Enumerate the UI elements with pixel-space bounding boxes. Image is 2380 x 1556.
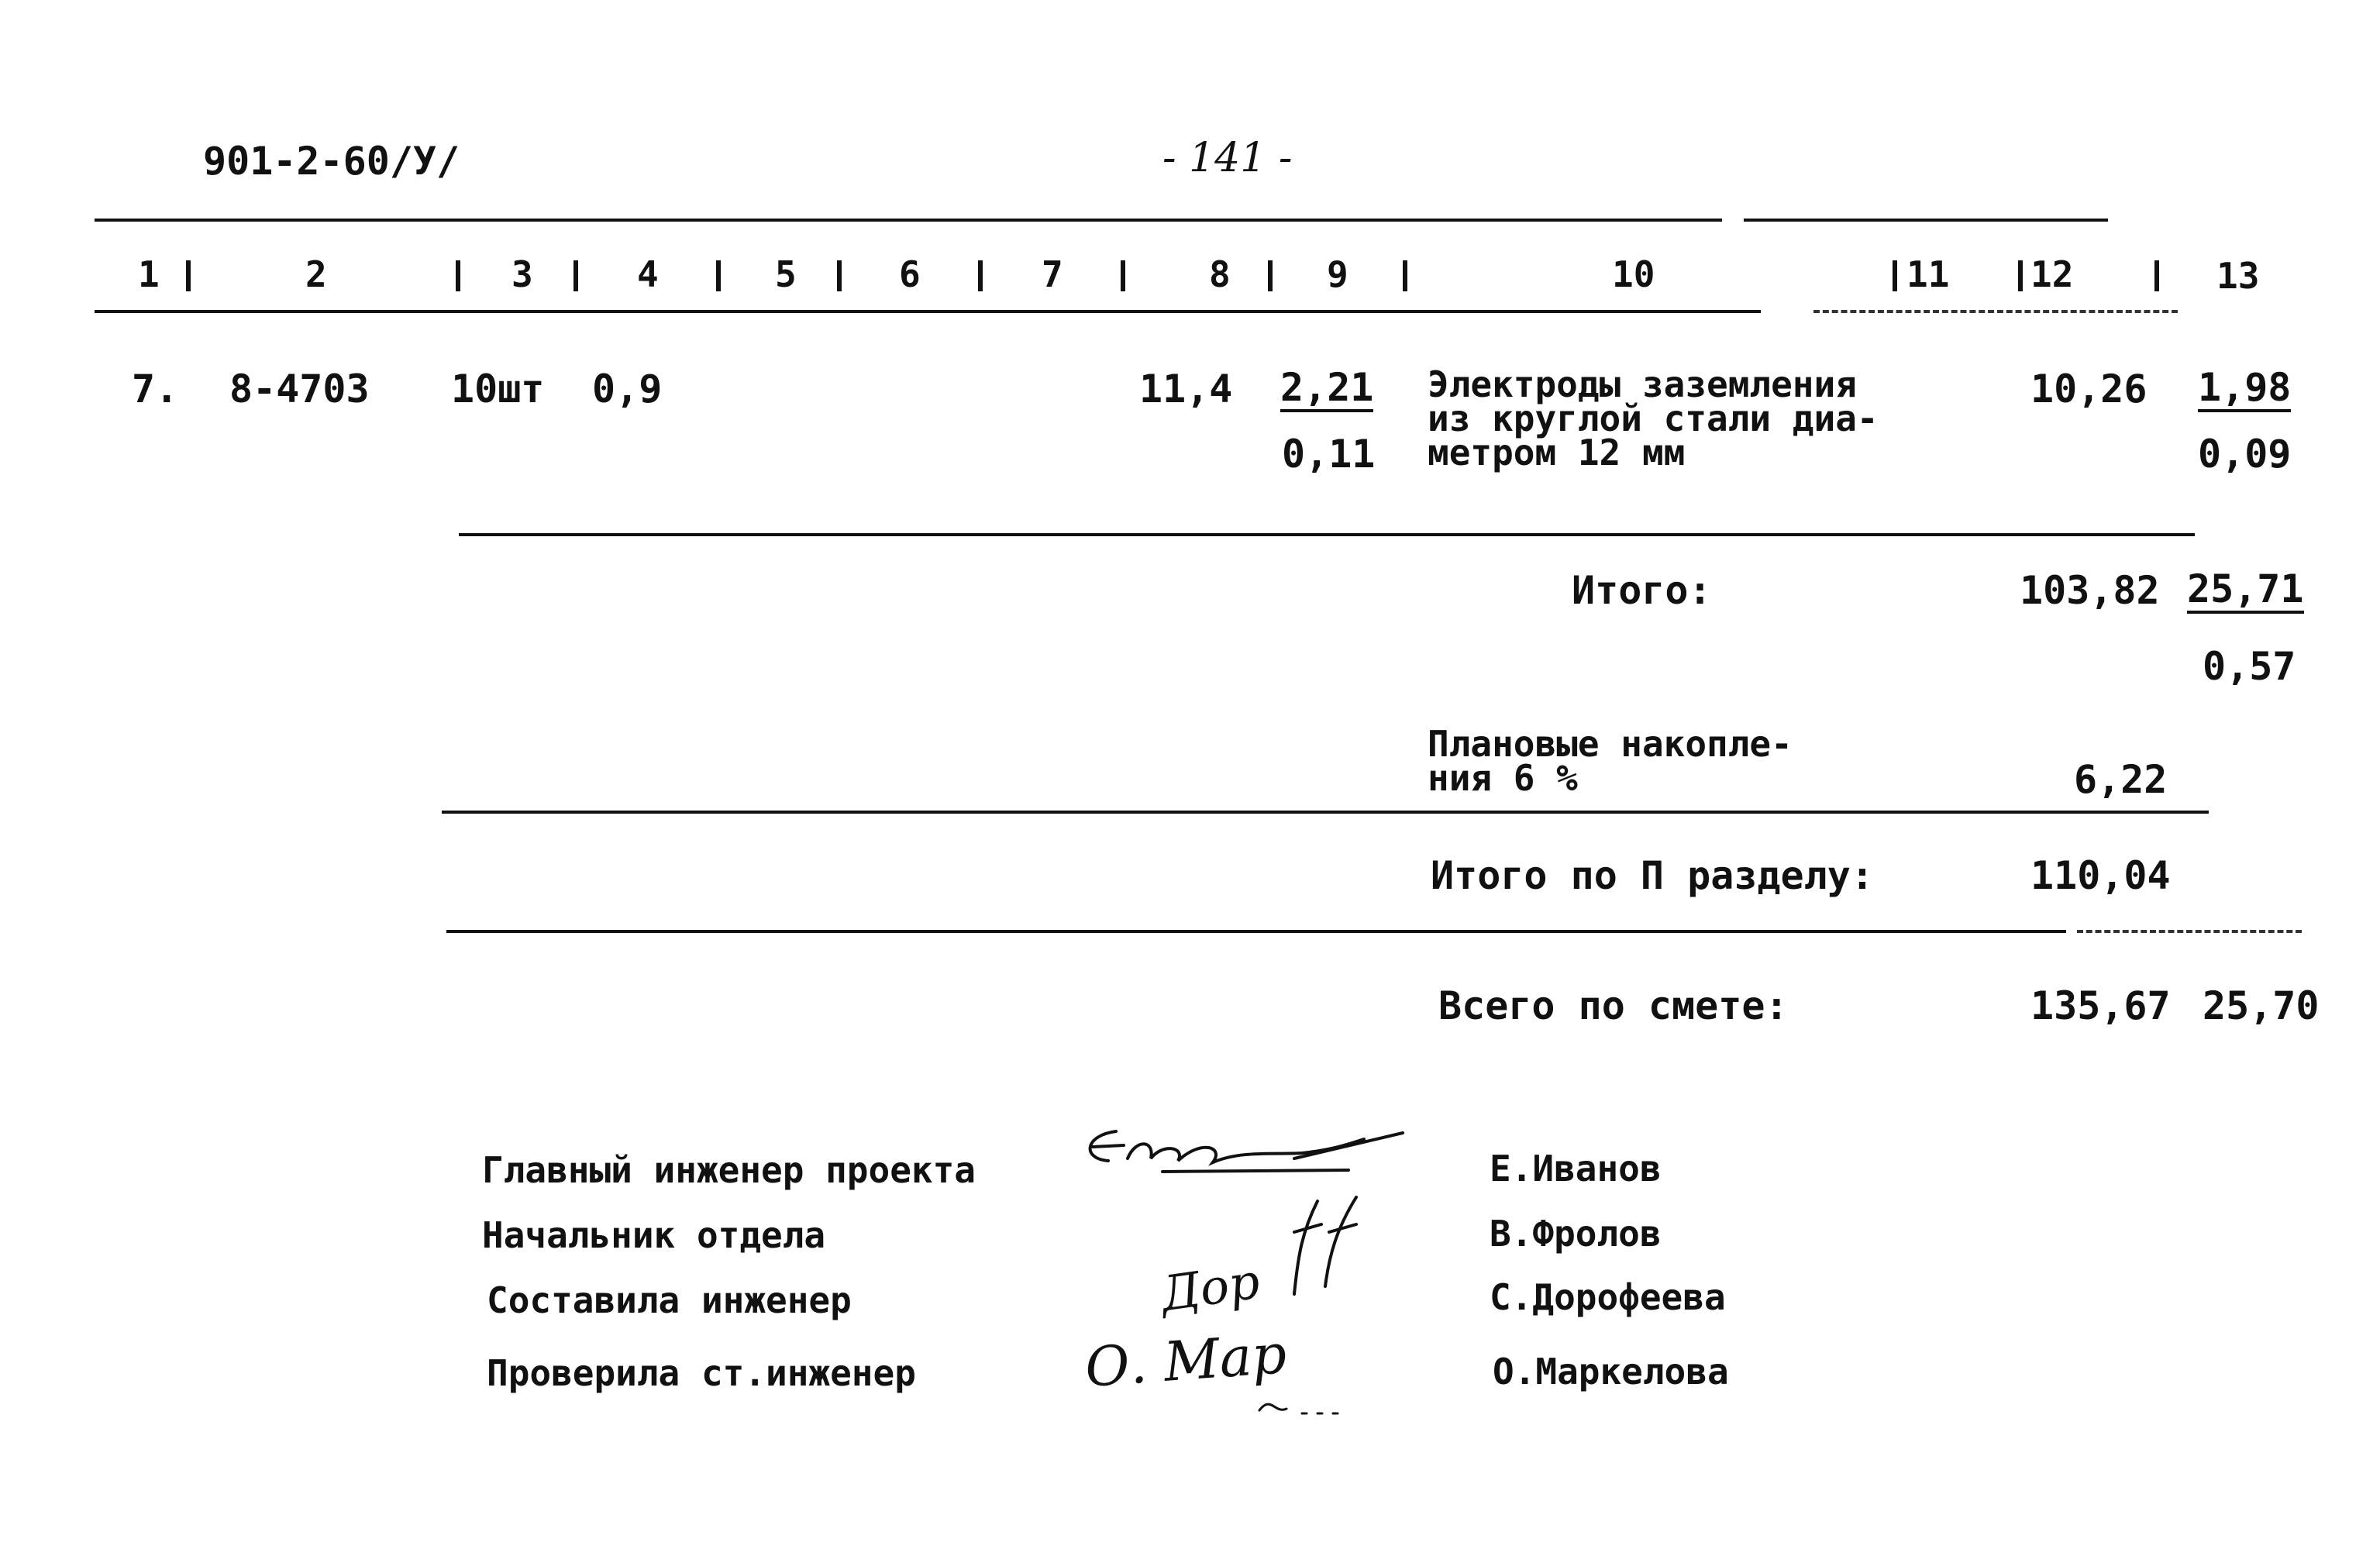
col-sep (1121, 260, 1125, 291)
col-sep (573, 260, 578, 291)
col-sep (186, 260, 191, 291)
description-line-3: метром 12 мм (1428, 432, 1686, 473)
col-sep (1268, 260, 1273, 291)
col-num-3: 3 (511, 253, 533, 295)
signature-role: Главный инженер проекта (482, 1149, 976, 1191)
item-code: 8-4703 (229, 367, 370, 411)
col12-value: 10,26 (2030, 367, 2148, 411)
col-num-11: 11 (1906, 253, 1950, 295)
col-num-10: 10 (1612, 253, 1655, 295)
col-num-6: 6 (899, 253, 921, 295)
col8-value: 11,4 (1139, 367, 1233, 411)
section-rule (446, 930, 2066, 933)
col-sep (978, 260, 983, 291)
page-number: - 141 - (1162, 135, 1293, 181)
signature-name: С.Дорофеева (1490, 1276, 1726, 1318)
signature-name: О.Маркелова (1493, 1351, 1729, 1392)
col13-top-value: 1,98 (2198, 367, 2291, 412)
itogo-col13-top: 25,71 (2187, 569, 2304, 614)
col-sep (456, 260, 460, 291)
col-sep (1893, 260, 1897, 291)
itogo-col13-bottom: 0,57 (2203, 644, 2296, 689)
signature-name: Е.Иванов (1490, 1148, 1662, 1189)
grand-total-col13: 25,70 (2203, 983, 2320, 1028)
col-sep (1403, 260, 1407, 291)
itogo-col12: 103,82 (2020, 568, 2160, 613)
signature-ivanov-scribble (1069, 1116, 1457, 1193)
col4-value: 0,9 (592, 367, 663, 411)
header-rule (95, 310, 1761, 313)
col13-bottom-value: 0,09 (2198, 432, 2292, 477)
col9-top-value: 2,21 (1280, 367, 1373, 412)
quantity: 10шт (451, 367, 545, 411)
col-num-4: 4 (637, 253, 659, 295)
signature-name: В.Фролов (1490, 1213, 1662, 1255)
row-number: 7. (132, 367, 179, 411)
planned-col12: 6,22 (2074, 757, 2168, 802)
col-num-7: 7 (1042, 253, 1063, 295)
signature-dorofeeva-scribble: Дор (1157, 1252, 1263, 1323)
col-num-5: 5 (775, 253, 797, 295)
row-rule (459, 533, 2195, 536)
top-rule (95, 219, 1722, 222)
planned-label-line-1: Плановые накопле- (1428, 723, 1793, 765)
description-line-1: Электроды заземления (1428, 363, 1857, 405)
signature-markelova-scribble: О. Мар (1083, 1322, 1289, 1399)
planned-rule (442, 811, 2209, 814)
col-sep (716, 260, 721, 291)
grand-total-label: Всего по смете: (1438, 983, 1789, 1028)
top-rule-right (1744, 219, 2108, 222)
itogo-label: Итого: (1572, 568, 1712, 613)
col-num-2: 2 (305, 253, 327, 295)
col-num-1: 1 (138, 253, 160, 295)
signature-frolov-scribble (1263, 1186, 1372, 1302)
signature-role: Составила инженер (487, 1279, 852, 1321)
document-code: 901-2-60/У/ (203, 139, 460, 184)
signature-role: Начальник отдела (482, 1214, 826, 1256)
section-rule-right (2077, 930, 2302, 933)
signature-role: Проверила ст.инженер (487, 1352, 916, 1394)
col9-bottom-value: 0,11 (1282, 432, 1376, 477)
col-num-12: 12 (2030, 253, 2074, 295)
description-line-2: из круглой стали диа- (1428, 398, 1879, 439)
planned-label-line-2: ния 6 % (1428, 757, 1578, 799)
section-total-label: Итого по П разделу: (1431, 853, 1874, 898)
col-num-13: 13 (2216, 255, 2260, 297)
grand-total-col12: 135,67 (2030, 983, 2171, 1028)
col-num-8: 8 (1209, 253, 1231, 295)
col-sep (2154, 260, 2159, 291)
section-total-col12: 110,04 (2030, 853, 2171, 898)
col-num-9: 9 (1327, 253, 1348, 295)
signature-markelova-trail (1255, 1379, 1348, 1418)
header-rule-right (1813, 310, 2178, 313)
col-sep (2018, 260, 2023, 291)
col-sep (837, 260, 842, 291)
